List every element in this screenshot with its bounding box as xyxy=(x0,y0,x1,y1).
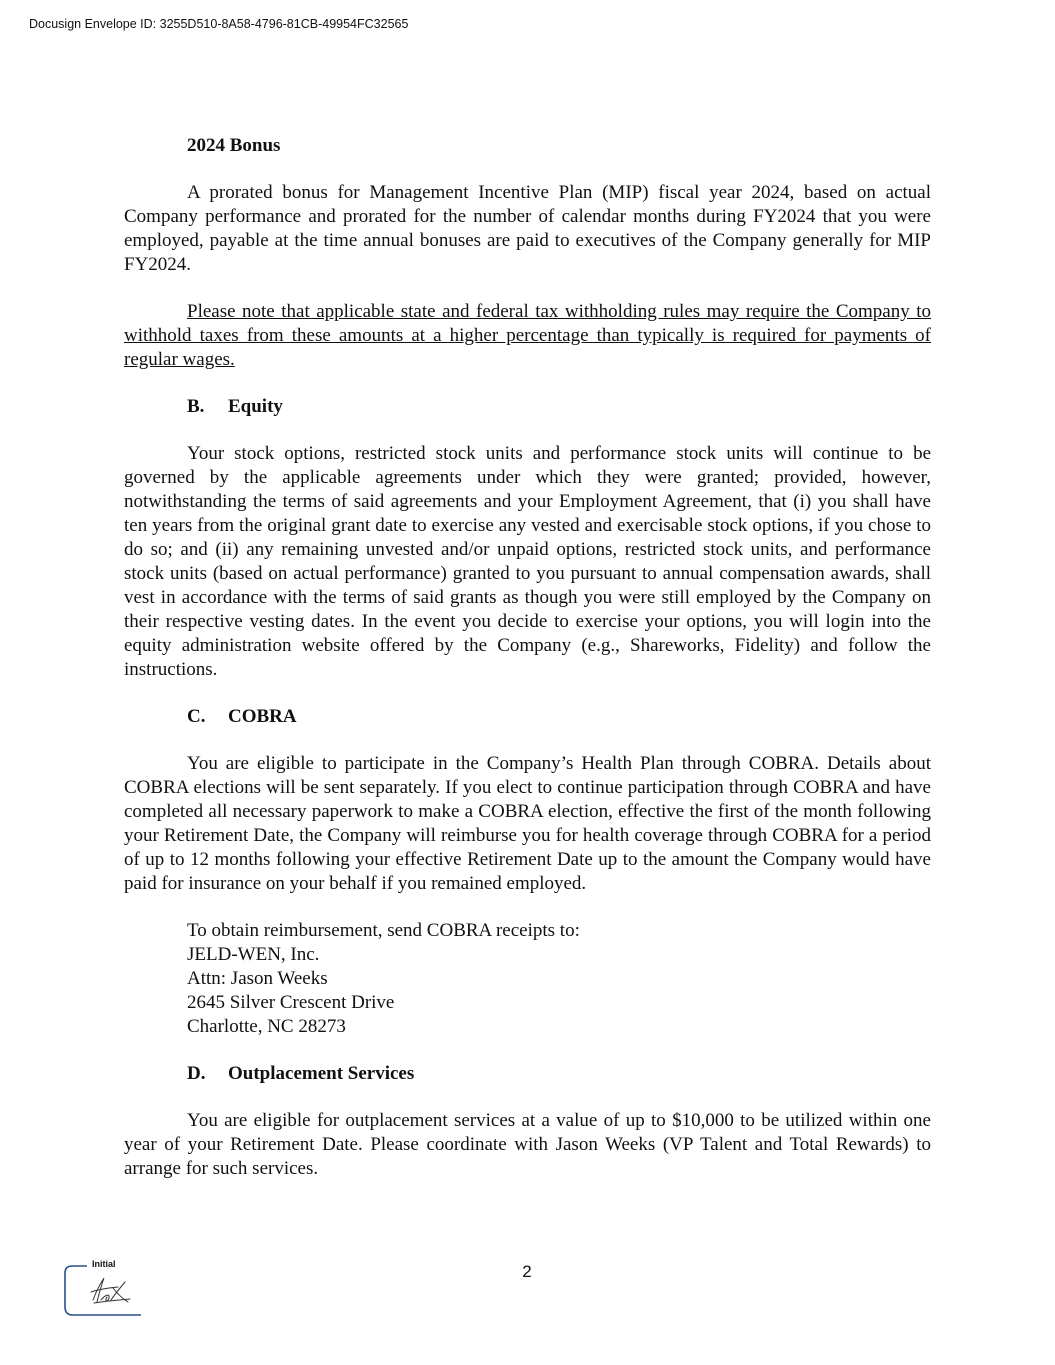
outplacement-title: Outplacement Services xyxy=(228,1063,415,1084)
bonus-heading: 2024 Bonus xyxy=(187,135,281,156)
page-number: 2 xyxy=(522,1262,532,1281)
equity-letter: B. xyxy=(187,396,205,417)
cobra-heading xyxy=(124,705,931,729)
tax-note-text: Please note that applicable state and federal tax withholding rules may require the Company to withhold taxes from these amounts at a higher percentage than typically is required for payments of regular wages. xyxy=(124,301,931,370)
bonus-paragraph: A prorated bonus for Management Incentive Plan (MIP) fiscal year 2024, based on actual Company performance and prorated for the number of calendar months during FY2024 that you were employed, payable at the time annual bonuses are paid to executives of the Company generally for MIP FY2024. xyxy=(124,182,931,275)
envelope-id: Docusign Envelope ID: 3255D510-8A58-4796-81CB-49954FC32565 xyxy=(29,17,409,31)
outplacement-paragraph: You are eligible for outplacement services at a value of up to $10,000 to be utilized within one year of your Retirement Date. Please coordinate with Jason Weeks (VP Talent and Total Rewards) to arrange for such services. xyxy=(124,1110,931,1179)
initial-stamp xyxy=(63,1259,141,1316)
address-attn: Attn: Jason Weeks xyxy=(187,968,328,989)
cobra-letter: C. xyxy=(187,706,206,727)
equity-title: Equity xyxy=(228,396,283,417)
tax-note xyxy=(124,300,931,372)
cobra-address-block xyxy=(124,919,931,1039)
document-body xyxy=(124,134,931,1204)
address-company: JELD-WEN, Inc. xyxy=(187,944,320,965)
initial-box-border xyxy=(65,1266,141,1315)
address-city: Charlotte, NC 28273 xyxy=(187,1016,346,1037)
address-intro: To obtain reimbursement, send COBRA receipts to: xyxy=(187,920,580,941)
initial-box-frame xyxy=(63,1262,141,1316)
address-street: 2645 Silver Crescent Drive xyxy=(187,992,395,1013)
cobra-title: COBRA xyxy=(228,706,297,727)
outplacement-letter: D. xyxy=(187,1063,206,1084)
cobra-paragraph: You are eligible to participate in the Company’s Health Plan through COBRA. Details about COBRA elections will be sent separately. If you elect to continue participation through COBRA and have completed all necessary paperwork to make a COBRA election, effective the first of the month following your Retirement Date, the Company will reimburse you for health coverage through COBRA for a period of up to 12 months following your effective Retirement Date up to the amount the Company would have paid for insurance on your behalf if you remained employed. xyxy=(124,753,931,894)
initial-label: Initial xyxy=(92,1259,116,1269)
initial-signature xyxy=(91,1278,130,1303)
equity-paragraph: Your stock options, restricted stock units and performance stock units will continue to be governed by the applicable agreements under which they were granted; provided, however, notwithstanding the terms of said agreements and your Employment Agreement, that (i) you shall have ten years from the original grant date to exercise any vested and exercisable stock options, if you chose to do so; and (ii) any remaining unvested and/or unpaid options, restricted stock units, and performance stock units (based on actual performance) granted to you pursuant to annual compensation awards, shall vest in accordance with the terms of said grants as though you were still employed by the Company on their respective vesting dates. In the event you decide to exercise your options, you will login into the equity administration website offered by the Company (e.g., Shareworks, Fidelity) and follow the instructions. xyxy=(124,443,931,680)
equity-heading xyxy=(124,395,931,419)
outplacement-heading xyxy=(124,1062,931,1086)
